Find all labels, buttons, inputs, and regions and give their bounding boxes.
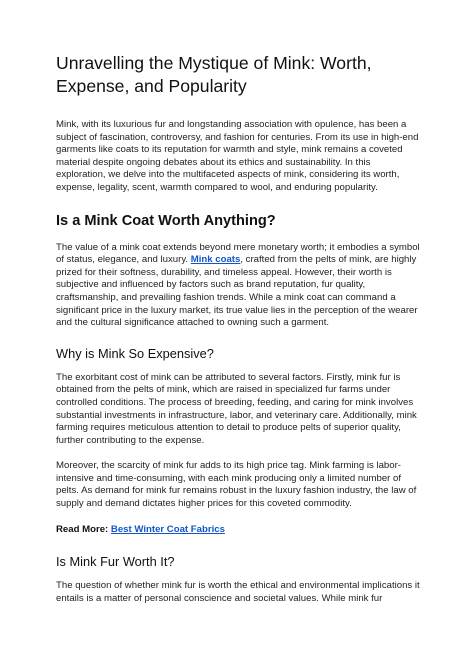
read-more-line (56, 524, 420, 537)
mink-coats-link[interactable]: Mink coats (190, 254, 241, 266)
section1-text-after-link: , crafted from the pelts of mink, are highly prized for their softness, durability, and timeless appeal. However, their worth is subjective and influenced by factors such as brand reputation, fur quality, craftsmanship, and prevailing fashion trends. While a mink coat can command a significant price in the luxury market, its true value lies in the perception of the wearer and the cultural significance attached to owning such a garment. (56, 254, 418, 329)
section2-paragraph-1: The exorbitant cost of mink can be attributed to several factors. Firstly, mink fur is obtained from the pelts of mink, which are raised in specialized fur farms under controlled conditions. The process of breeding, feeding, and caring for mink involves substantial investments in infrastructure, labor, and veterinary care. Additionally, mink farming requires meticulous attention to detail to produce pelts of superior quality, further contributing to the expense. (56, 371, 417, 446)
section2-paragraph-2: Moreover, the scarcity of mink fur adds to its high price tag. Mink farming is labor-intensive and time-consuming, with each mink producing only a limited number of pelts. As demand for mink fur remains robust in the luxury fashion industry, the law of supply and demand dictates higher prices for this coveted commodity. (56, 460, 417, 510)
best-winter-coat-fabrics-link[interactable]: Best Winter Coat Fabrics (110, 523, 225, 535)
section1-paragraph (56, 242, 420, 330)
section3-heading: Is Mink Fur Worth It? (56, 554, 175, 570)
article-title: Unravelling the Mystique of Mink: Worth, Expense, and Popularity (56, 53, 372, 96)
section1-heading: Is a Mink Coat Worth Anything? (56, 212, 276, 229)
intro-paragraph: Mink, with its luxurious fur and longstanding association with opulence, has been a subject of fascination, controversy, and fashion for centuries. From its use in high-end garments like coats to its reputation for warmth and style, mink remains a coveted material despite ongoing debates about its ethics and sustainability. In this exploration, we delve into the multifaceted aspects of mink, considering its worth, expense, legality, scent, warmth compared to wool, and enduring popularity. (56, 119, 419, 193)
section1-text-before-link: The value of a mink coat extends beyond mere monetary worth; it embodies a symbol of status, elegance, and luxury. (56, 241, 420, 266)
section3-paragraph-1: The question of whether mink fur is worth the ethical and environmental implications it entails is a matter of personal conscience and societal values. While mink fur (56, 580, 420, 604)
section2-heading: Why is Mink So Expensive? (56, 345, 214, 361)
document-page (56, 52, 420, 618)
read-more-label: Read More: (56, 523, 111, 535)
